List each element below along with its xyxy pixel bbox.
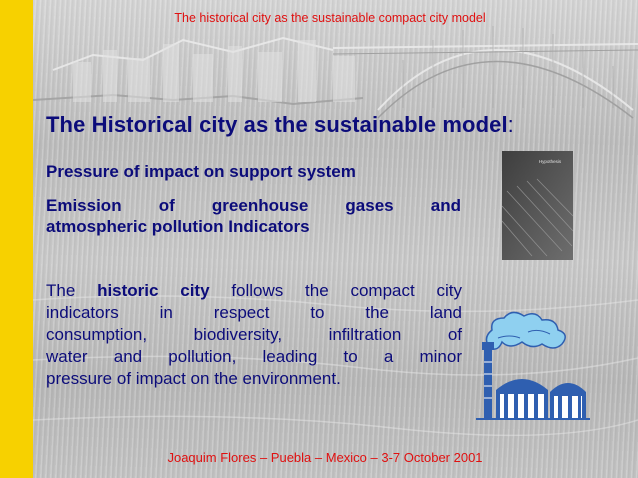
paragraph-line-1-start: The — [46, 281, 98, 300]
slide-subtitle: The historical city as the sustainable compact city model — [174, 11, 486, 25]
footer-credit: Joaquim Flores – Puebla – Mexico – 3-7 October 2001 — [167, 450, 483, 465]
paragraph-line-4: water and pollution, leading to a minor — [46, 347, 462, 366]
main-heading — [46, 112, 514, 138]
book-cover-text: Hypothesis — [538, 159, 562, 164]
paragraph-line-5: pressure of impact on the environment. — [46, 369, 341, 388]
body-paragraph — [46, 280, 462, 390]
paragraph-line-1 — [46, 280, 462, 302]
sub-heading-pressure: Pressure of impact on support system — [46, 162, 356, 181]
main-heading-text: The Historical city as the sustainable model — [46, 112, 508, 137]
book-illustration — [502, 151, 573, 260]
paragraph-line-2: indicators in respect to the land — [46, 303, 462, 322]
historic-city-emphasis: historic city — [97, 281, 210, 300]
paragraph-line-3: consumption, biodiversity, infiltration of — [46, 325, 462, 344]
sub-heading-emission: Emission of greenhouse gases and — [46, 196, 461, 215]
sub-heading-indicators: atmospheric pollution Indicators — [46, 217, 310, 236]
paragraph-line-1-end: follows the compact city — [209, 281, 462, 300]
yellow-side-bar — [0, 0, 33, 478]
factory-icon — [476, 308, 590, 420]
main-heading-colon: : — [507, 112, 514, 137]
